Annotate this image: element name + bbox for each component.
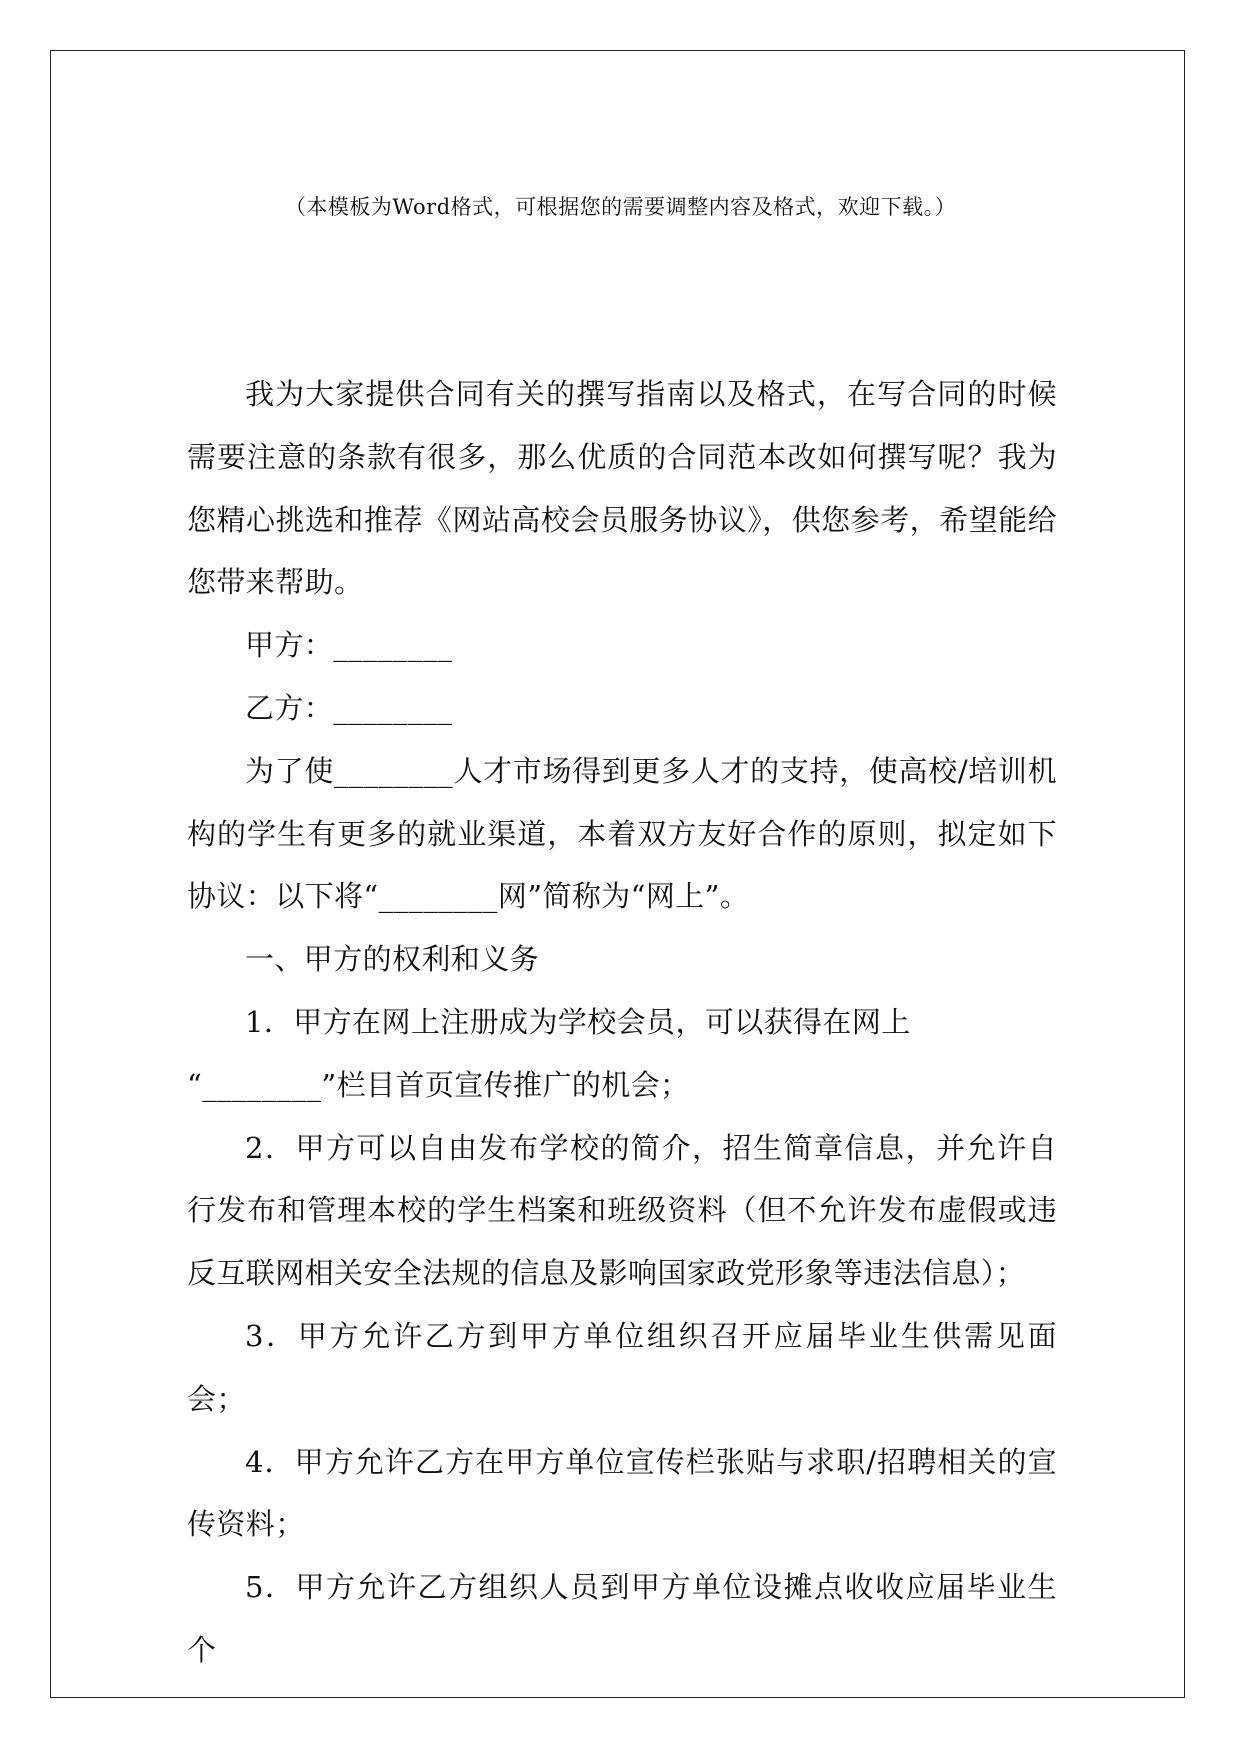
section-heading-party-a: 一、甲方的权利和义务: [245, 942, 540, 977]
document-body: [187, 363, 1057, 1682]
party-b-line: 乙方：________: [245, 690, 453, 725]
template-note: （本模板为Word格式，可根据您的需要调整内容及格式，欢迎下载。）: [284, 195, 957, 219]
clause-1-line-1: 1．甲方在网上注册成为学校会员，可以获得在网上: [245, 1004, 911, 1039]
intro-paragraph: 我为大家提供合同有关的撰写指南以及格式，在写合同的时候需要注意的条款有很多，那么优质的合同范本改如何撰写呢？我为您精心挑选和推荐《网站高校会员服务协议》，供您参考，希望能给您带来帮助。: [187, 377, 1057, 600]
clause-5: 5．甲方允许乙方组织人员到甲方单位设摊点收收应届毕业生个: [187, 1570, 1057, 1667]
clause-4: 4．甲方允许乙方在甲方单位宣传栏张贴与求职/招聘相关的宣传资料；: [187, 1444, 1057, 1542]
party-a-line: 甲方：________: [245, 628, 453, 663]
clause-2: 2．甲方可以自由发布学校的简介，招生简章信息，并允许自行发布和管理本校的学生档案和班级资料（但不允许发布虚假或违反互联网相关安全法规的信息及影响国家政党形象等违法信息）；: [187, 1130, 1057, 1291]
clause-1-line-2: “________”栏目首页宣传推广的机会；: [187, 1067, 690, 1102]
purpose-paragraph: 为了使________人才市场得到更多人才的支持，使高校/培训机构的学生有更多的就业渠道，本着双方友好合作的原则，拟定如下协议：以下将“________网”简称为“网上”。: [187, 753, 1057, 914]
clause-3: 3．甲方允许乙方到甲方单位组织召开应届毕业生供需见面会；: [187, 1318, 1057, 1416]
